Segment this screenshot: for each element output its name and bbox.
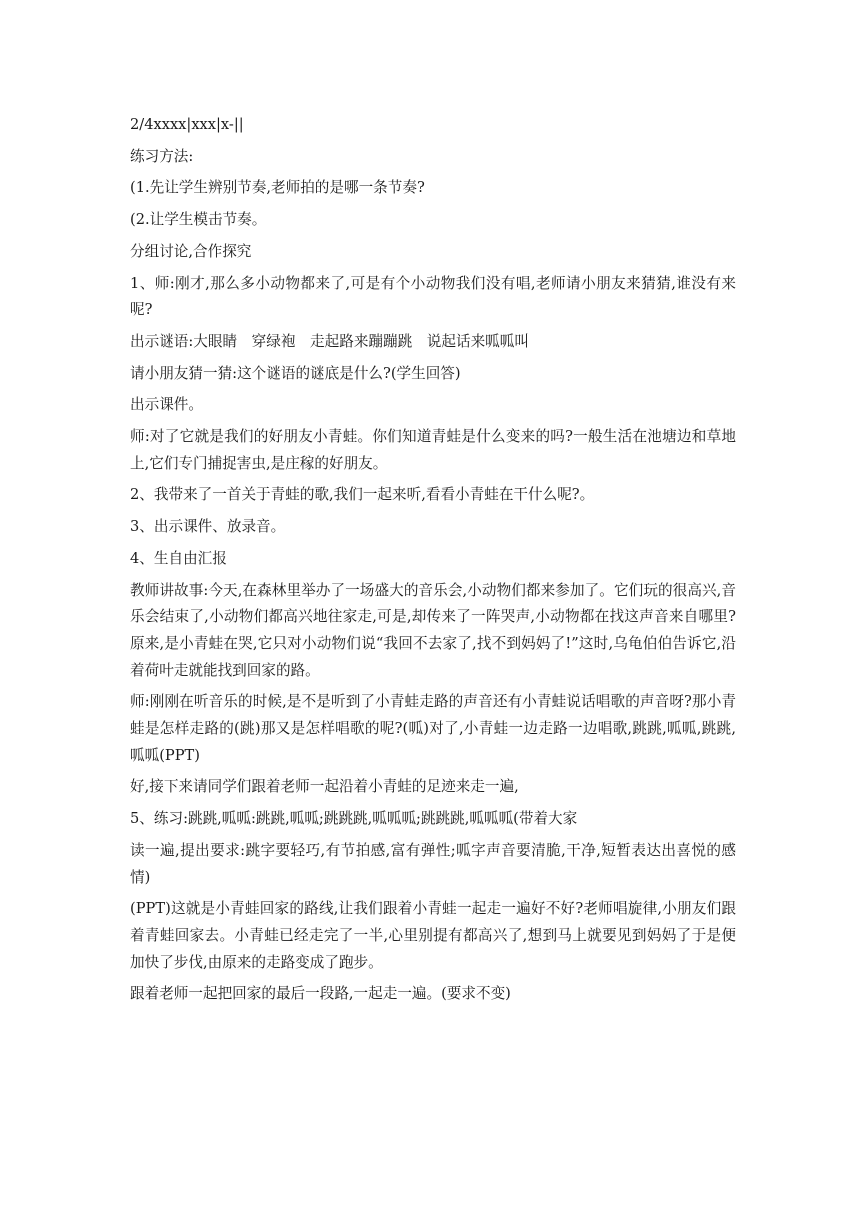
paragraph: 2、我带来了一首关于青蛙的歌,我们一起来听,看看小青蛙在干什么呢?。 [130,486,595,504]
paragraph: 读一遍,提出要求:跳字要轻巧,有节拍感,富有弹性;呱字声音要清脆,干净,短暂表达出喜悦的感情) [130,841,736,886]
paragraph: 师:刚刚在听音乐的时候,是不是听到了小青蛙走路的声音还有小青蛙说话唱歌的声音呀?那小青蛙是怎样走路的(跳)那又是怎样唱歌的呢?(呱)对了,小青蛙一边走路一边唱歌,跳跳,呱呱,跳跳,呱呱(PPT) [130,693,736,764]
paragraph: 5、练习:跳跳,呱呱:跳跳,呱呱;跳跳跳,呱呱呱;跳跳跳,呱呱呱(带着大家 [130,810,578,828]
paragraph: (1.先让学生辨别节奏,老师拍的是哪一条节奏? [130,179,425,197]
section-heading: 分组讨论,合作探究 [130,242,252,260]
paragraph: 1、师:刚才,那么多小动物都来了,可是有个小动物我们没有唱,老师请小朋友来猜猜,谁没有来呢? [130,274,736,319]
paragraph: 教师讲故事:今天,在森林里举办了一场盛大的音乐会,小动物们都来参加了。它们玩的很高兴,音乐会结束了,小动物们都高兴地往家走,可是,却传来了一阵哭声,小动物都在找这声音来自哪里?原来,是小青蛙在哭,它只对小动物们说“我回不去家了,找不到妈妈了!”这时,乌龟伯伯告诉它,沿着荷叶走就能找到回家的路。 [130,581,736,679]
paragraph: (PPT)这就是小青蛙回家的路线,让我们跟着小青蛙一起走一遍好不好?老师唱旋律,小朋友们跟着青蛙回家去。小青蛙已经走完了一半,心里别提有都高兴了,想到马上就要见到妈妈了于是便加快了步伐,由原来的走路变成了跑步。 [130,900,736,971]
paragraph: 出示谜语:大眼睛 穿绿袍 走起路来蹦蹦跳 说起话来呱呱叫 [130,332,529,350]
paragraph: 出示课件。 [130,396,203,414]
paragraph: 跟着老师一起把回家的最后一段路,一起走一遍。(要求不变) [130,985,511,1003]
rhythm-notation: 2/4xxxx|xxx|x-|| [130,116,244,133]
paragraph: 3、出示课件、放录音。 [130,518,286,536]
document-body [130,112,736,1013]
paragraph: 师:对了它就是我们的好朋友小青蛙。你们知道青蛙是什么变来的吗?一般生活在池塘边和草地上,它们专门捕捉害虫,是庄稼的好朋友。 [130,428,736,472]
paragraph: 好,接下来请同学们跟着老师一起沿着小青蛙的足迹来走一遍, [130,778,519,796]
paragraph: 请小朋友猜一猜:这个谜语的谜底是什么?(学生回答) [130,364,461,382]
paragraph: 4、生自由汇报 [130,549,227,567]
paragraph: (2.让学生模击节奏。 [130,211,267,229]
paragraph: 练习方法: [130,147,194,165]
